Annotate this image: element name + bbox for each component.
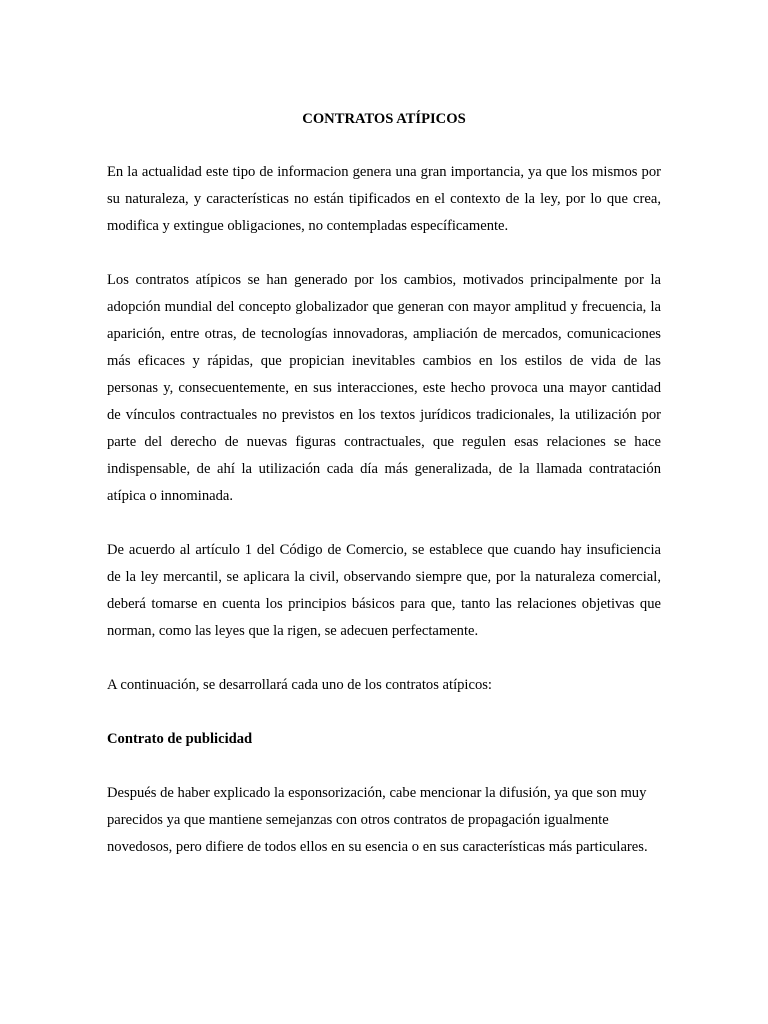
section-heading: Contrato de publicidad (107, 731, 253, 747)
paragraph-legal-basis: De acuerdo al artículo 1 del Código de Comercio, se establece que cuando hay insuficiencia de la ley mercantil, se aplicara la civil, observando siempre que, por la naturaleza comercial, deberá tomarse en cuenta los principios básicos para que, tanto las relaciones objetivas que norman, como las leyes que la rigen, se adecuen perfectamente. (107, 542, 661, 639)
paragraph-advertising: Después de haber explicado la esponsorización, cabe mencionar la difusión, ya que son muy parecidos ya que mantiene semejanzas con otros contratos de propagación igualmente novedosos, pero difiere de todos ellos en su esencia o en sus características más particulares. (107, 785, 648, 855)
paragraph-transition: A continuación, se desarrollará cada uno de los contratos atípicos: (107, 677, 492, 693)
spacer (107, 510, 661, 537)
spacer (107, 699, 661, 726)
paragraph-origins: Los contratos atípicos se han generado por los cambios, motivados principalmente por la adopción mundial del concepto globalizador que generan con mayor amplitud y frecuencia, la aparición, entre otras, de tecnologías innovadoras, ampliación de mercados, comunicaciones más eficaces y rápidas, que propician inevitables cambios en los estilos de vida de las personas y, consecuentemente, en sus interacciones, este hecho provoca una mayor cantidad de vínculos contractuales no previstos en los textos jurídicos tradicionales, la utilización por parte del derecho de nuevas figuras contractuales, que regulen esas relaciones se hace indispensable, de ahí la utilización cada día más generalizada, de la llamada contratación atípica o innominada. (107, 272, 661, 504)
spacer (107, 645, 661, 672)
spacer (107, 753, 661, 780)
spacer (107, 240, 661, 267)
document-title: CONTRATOS ATÍPICOS (302, 111, 466, 127)
paragraph-intro: En la actualidad este tipo de informacion genera una gran importancia, ya que los mismos por su naturaleza, y características no están tipificados en el contexto de la ley, por lo que crea, modifica y extingue obligaciones, no contempladas específicamente. (107, 164, 661, 234)
document-body (107, 107, 661, 861)
spacer (107, 131, 661, 159)
